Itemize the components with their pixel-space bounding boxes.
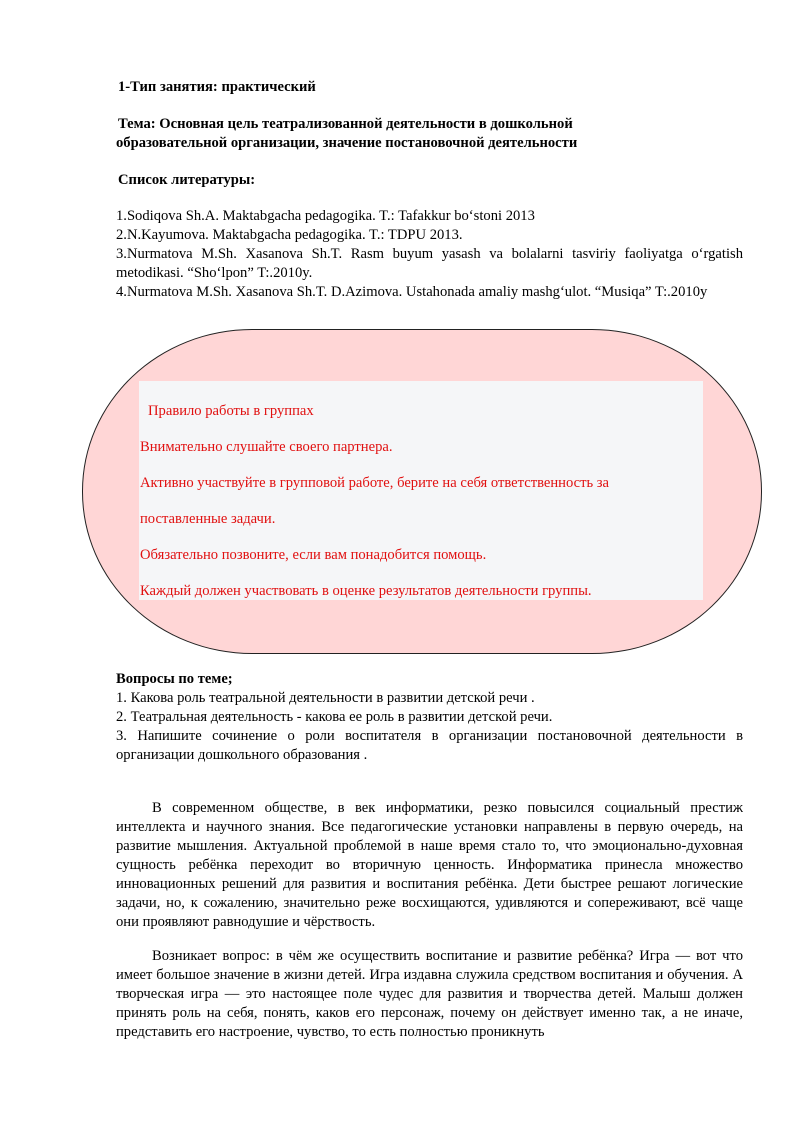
literature-item-4: 4.Nurmatova M.Sh. Xasanova Sh.T. D.Azimova. Ustahonada amaliy mashg‘ulot. “Musiqa” T:.2010y — [116, 284, 708, 300]
rule-item-2: Активно участвуйте в групповой работе, берите на себя ответственность за — [140, 475, 610, 491]
rule-item-4: Обязательно позвоните, если вам понадобится помощь. — [140, 547, 487, 563]
rule-item-5: Каждый должен участвовать в оценке результатов деятельности группы. — [140, 583, 592, 599]
body-paragraph-2: Возникает вопрос: в чём же осуществить воспитание и развитие ребёнка? Игра — вот что имеет большое значение в жизни детей. Игра издавна служила средством воспитания и обучения. А творческая игра — это настоящее поле чудес для развития и творчества детей. Малыш должен принять роль на себя, понять, каков его персонаж, почему он действует именно так, а не иначе, представить его настроение, чувство, то есть полностью проникнуть — [116, 948, 743, 1040]
question-item-3: 3. Напишите сочинение о роли воспитателя в организации постановочной деятельности в организации дошкольного образования . — [116, 728, 743, 763]
questions-heading: Вопросы по теме; — [116, 671, 233, 687]
lesson-type: 1-Тип занятия: практический — [118, 79, 316, 95]
rule-item-1: Внимательно слушайте своего партнера. — [140, 439, 393, 455]
question-item-2: 2. Театральная деятельность - какова ее роль в развитии детской речи. — [116, 709, 553, 725]
literature-item-3: 3.Nurmatova M.Sh. Xasanova Sh.T. Rasm buyum yasash va bolalarni tasviriy faoliyatga o‘rgatish metodikasi. “Sho‘lpon” T:.2010y. — [116, 246, 743, 281]
rule-item-3: поставленные задачи. — [140, 511, 276, 527]
rules-title: Правило работы в группах — [148, 403, 314, 419]
body-paragraph-1: В современном обществе, в век информатики, резко повысился социальный престиж интеллекта и научного знания. Все педагогические установки направлены в первую очередь, на развитие мышления. Актуальной проблемой в наше время стало то, что эмоционально-духовная сущность ребёнка переходит во вторичную ценность. Информатика принесла множество инновационных решений для развития и воспитания ребёнка. Дети быстрее решают логические задачи, но, к сожалению, значительно реже восхищаются, удивляются и сопереживают, всё чаще они проявляют равнодушие и чёрствость. — [116, 800, 743, 930]
topic-line-1: Тема: Основная цель театрализованной деятельности в дошкольной — [118, 116, 573, 132]
question-item-1: 1. Какова роль театральной деятельности в развитии детской речи . — [116, 690, 535, 706]
literature-item-1: 1.Sodiqova Sh.A. Maktabgacha pedagogika. T.: Tafakkur bo‘stoni 2013 — [116, 208, 535, 224]
literature-heading: Список литературы: — [118, 172, 256, 188]
literature-item-2: 2.N.Kayumova. Maktabgacha pedagogika. T.: TDPU 2013. — [116, 227, 463, 243]
topic-line-2: образовательной организации, значение постановочной деятельности — [116, 135, 578, 151]
